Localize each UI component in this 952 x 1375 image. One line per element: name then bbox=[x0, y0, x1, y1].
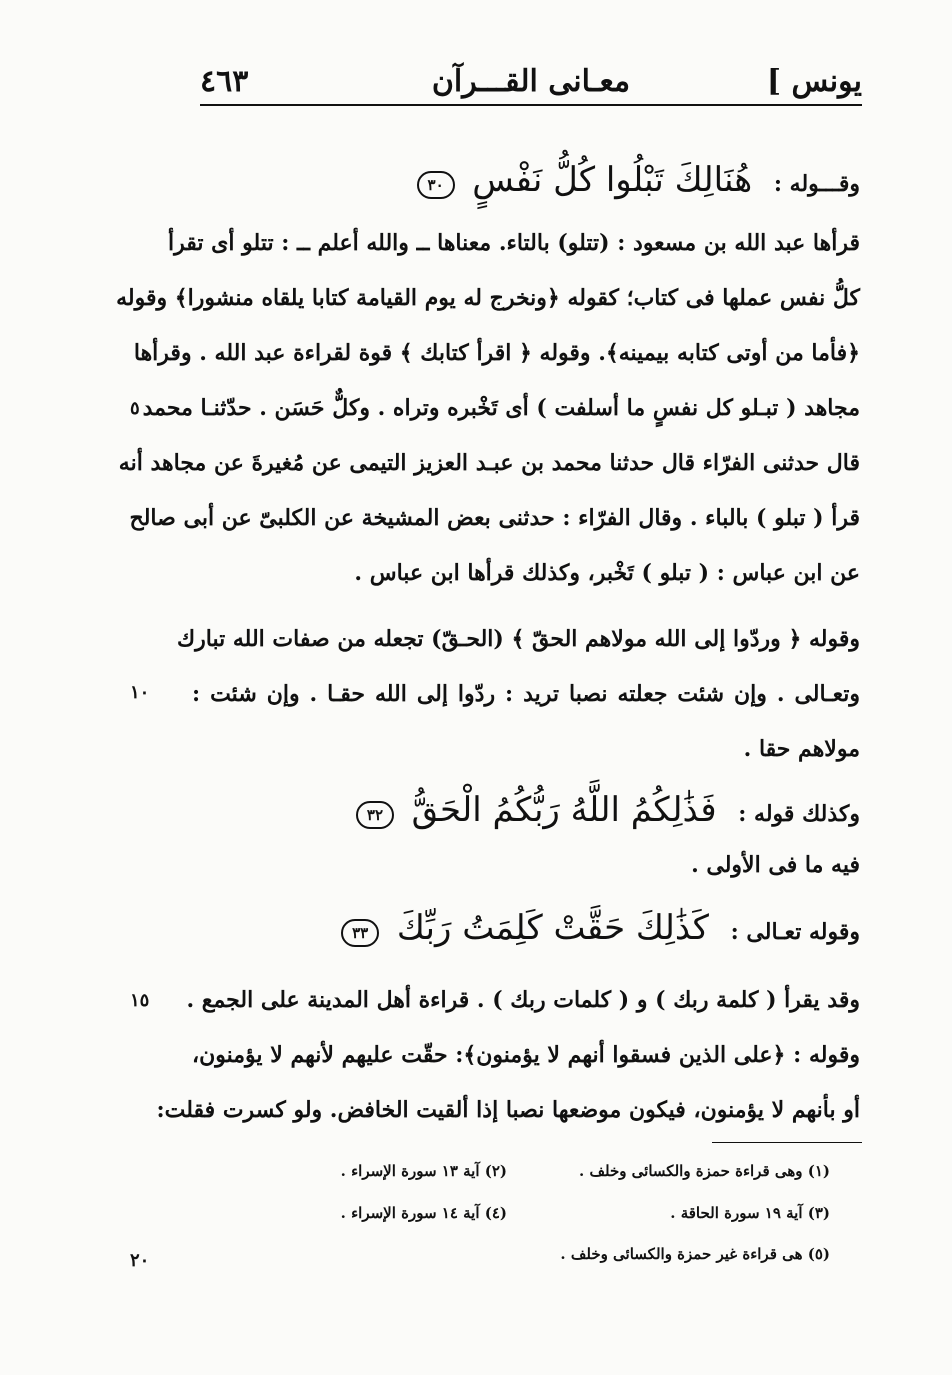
verse-intro: وقوله تعـالى : bbox=[730, 919, 860, 945]
footnote-3: (٣) آية ١٩ سورة الحاقة . bbox=[670, 1204, 830, 1222]
line-number-20: ٢٠ bbox=[130, 1250, 150, 1271]
book-title: معـانى القـــرآن bbox=[431, 64, 631, 99]
text-line: وتعـالى . وإن شئت جعلته نصبا تريد : ردّوا إلى الله حقـا . وإن شئت : bbox=[192, 681, 860, 707]
verse-text: فَذَٰلِكُمُ اللَّهُ رَبُّكُمُ الْحَقُّ bbox=[411, 790, 717, 830]
verse-text: كَذَٰلِكَ حَقَّتْ كَلِمَتُ رَبِّكَ bbox=[396, 908, 709, 948]
text-line: قال حدثنى الفرّاء قال حدثنا محمد بن عبـد العزيز التيمى عن مُغيرةَ عن مجاهد أنه bbox=[118, 450, 860, 476]
text-line: فيه ما فى الأولى . bbox=[691, 852, 860, 878]
footnote-1: (١) وهى قراءة حمزة والكسائى وخلف . bbox=[579, 1162, 830, 1180]
verse-text: هُنَالِكَ تَبْلُوا كُلُّ نَفْسٍ bbox=[472, 160, 753, 200]
text-line: كلُّ نفس عملها فى كتاب؛ كقوله ﴿ونخرج له يوم القيامة كتابا يلقاه منشورا﴾ وقوله bbox=[116, 285, 860, 311]
text-line: ﴿فأما من أوتى كتابه بيمينه﴾. وقوله ﴿ اقرأ كتابك ﴾ قوة لقراءة عبد الله . وقرأها bbox=[133, 340, 860, 366]
page-number: ٤٦٣ bbox=[200, 64, 249, 99]
footnote-2: (٢) آية ١٣ سورة الإسراء . bbox=[340, 1162, 507, 1180]
verse-intro: وقـــوله : bbox=[773, 171, 860, 197]
ayah-number: ٣٠ bbox=[417, 171, 455, 199]
page-header bbox=[200, 58, 862, 104]
text-line: قرأها عبد الله بن مسعود : (تتلو) بالتاء. معناها ــ والله أعلم ــ : تتلو أى تقرأ bbox=[168, 230, 860, 256]
text-line: عن ابن عباس : ( تبلو ) تَخْبر، وكذلك قرأها ابن عباس . bbox=[354, 560, 860, 586]
ayah-number: ٣٢ bbox=[356, 801, 394, 829]
quran-verse-32 bbox=[192, 790, 860, 830]
text-line: أو بأنهم لا يؤمنون، فيكون موضعها نصبا إذا ألقيت الخافض. ولو كسرت فقلت: bbox=[156, 1097, 860, 1123]
footnote-5: (٥) هى قراءة غير حمزة والكسائى وخلف . bbox=[560, 1245, 830, 1263]
text-line: قرأ ( تبلو ) بالباء . وقال الفرّاء : حدثنى بعض المشيخة عن الكلبىّ عن أبى صالح bbox=[129, 505, 860, 531]
verse-intro: وكذلك قوله : bbox=[738, 801, 860, 827]
footnote-rule bbox=[712, 1142, 862, 1143]
text-line: وقد يقرأ ( كلمة ربك ) و ( كلمات ربك ) . قراءة أهل المدينة على الجمع . bbox=[186, 987, 860, 1013]
line-number-10: ١٠ bbox=[130, 682, 150, 703]
line-number-15: ١٥ bbox=[130, 990, 150, 1011]
footnote-4: (٤) آية ١٤ سورة الإسراء . bbox=[340, 1204, 507, 1222]
quran-verse-30 bbox=[192, 160, 860, 200]
text-line: مولاهم حقا . bbox=[743, 736, 860, 762]
text-line: وقوله : ﴿على الذين فسقوا أنهم لا يؤمنون﴾: حقّت عليهم لأنهم لا يؤمنون، bbox=[192, 1042, 860, 1068]
sura-name: يونس ] bbox=[766, 64, 862, 99]
ayah-number: ٣٣ bbox=[341, 919, 379, 947]
text-line: وقوله ﴿ وردّوا إلى الله مولاهم الحقّ ﴾ (الحـقّ) تجعله من صفات الله تبارك bbox=[177, 626, 860, 652]
quran-verse-33 bbox=[192, 908, 860, 948]
header-rule bbox=[200, 104, 862, 106]
line-number-5: ٥ bbox=[130, 398, 140, 419]
text-line: مجاهد ( تبـلو كل نفسٍ ما أسلفت ) أى تَخْبره وتراه . وكلٌّ حَسَن . حدّثنـا محمد bbox=[142, 395, 860, 421]
